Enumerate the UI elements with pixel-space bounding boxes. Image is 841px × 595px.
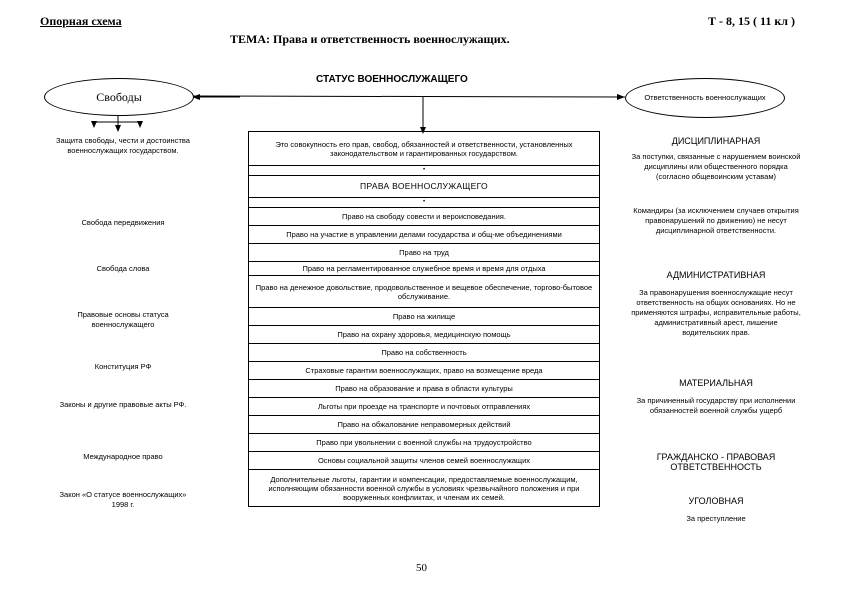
material-text: За причиненный государству при исполнении обязанностей военной службы ущерб bbox=[636, 396, 796, 415]
table-row: Право на свободу совести и вероисповедания. bbox=[249, 208, 599, 226]
bullet-row: • bbox=[249, 198, 599, 208]
table-row: Страховые гарантии военнослужащих, право на возмещение вреда bbox=[249, 362, 599, 380]
table-row: Право на участие в управлении делами государства и общ-ме объединениями bbox=[249, 226, 599, 244]
bullet-row: • bbox=[249, 166, 599, 176]
table-row: Льготы при проезде на транспорте и почтовых отправлениях bbox=[249, 398, 599, 416]
lesson-code: Т - 8, 15 ( 11 кл ) bbox=[708, 14, 795, 28]
table-row: Дополнительные льготы, гарантии и компенсации, предоставляемые военнослужащим, исполняющим обязанности военной службы в условиях чрезвычайного положения и при вооруженных конфликтах, и членам их семей. bbox=[268, 474, 580, 502]
table-row: Право на регламентированное служебное время и время для отдыха bbox=[249, 262, 599, 276]
definition-row: Это совокупность его прав, свобод, обязанностей и ответственности, установленных законодательством и гарантированных государством. bbox=[249, 132, 599, 166]
left-item-movement: Свобода передвижения bbox=[81, 218, 165, 227]
page-number: 50 bbox=[416, 562, 427, 574]
disciplinary-text: За поступки, связанные с нарушением воинской дисциплины или общественного порядка (согласно общевоинским уставам) bbox=[631, 152, 801, 181]
left-item-status-law: Закон «О статусе военнослужащих» 1998 г. bbox=[59, 490, 187, 509]
criminal-title: УГОЛОВНАЯ bbox=[688, 496, 744, 506]
table-row: Право на образование и права в области культуры bbox=[249, 380, 599, 398]
table-row: Право на обжалование неправомерных действий bbox=[249, 416, 599, 434]
table-row: Право на собственность bbox=[249, 344, 599, 362]
table-row: Основы социальной защиты членов семей военнослужащих bbox=[249, 452, 599, 470]
criminal-text: За преступление bbox=[686, 514, 746, 523]
scheme-label: Опорная схема bbox=[40, 14, 122, 28]
administrative-text: За правонарушения военнослужащие несут ответственность на общих основаниях. Но не применяются штрафы, исправительные работы, административный арест, лишение водительских прав. bbox=[631, 288, 801, 337]
page-title: ТЕМА: Права и ответственность военнослужащих. bbox=[230, 32, 510, 46]
disciplinary-title: ДИСЦИПЛИНАРНАЯ bbox=[671, 136, 761, 146]
table-row: Право при увольнении с военной службы на трудоустройство bbox=[249, 434, 599, 452]
administrative-title: АДМИНИСТРАТИВНАЯ bbox=[666, 270, 766, 280]
table-row: Право на жилище bbox=[249, 308, 599, 326]
left-item-speech: Свобода слова bbox=[96, 264, 150, 273]
left-item-laws: Законы и другие правовые акты РФ. bbox=[59, 400, 187, 409]
table-row: Право на охрану здоровья, медицинскую помощь bbox=[249, 326, 599, 344]
status-heading: СТАТУС ВОЕННОСЛУЖАЩЕГО bbox=[316, 74, 468, 85]
rights-table bbox=[248, 131, 600, 507]
left-item-protection: Защита свободы, чести и достоинства военнослужащих государством. bbox=[56, 136, 190, 155]
table-row: Право на денежное довольствие, продовольственное и вещевое обеспечение, торгово-бытовое обслуживание. bbox=[249, 276, 599, 308]
left-item-constitution: Конституция РФ bbox=[94, 362, 152, 371]
left-item-intl-law: Международное право bbox=[83, 452, 163, 461]
material-title: МАТЕРИАЛЬНАЯ bbox=[679, 378, 753, 388]
rights-title: ПРАВА ВОЕННОСЛУЖАЩЕГО bbox=[249, 176, 599, 198]
disciplinary-note: Командиры (за исключением случаев открытия правонарушений по движению) не несут дисциплинарной ответственности. bbox=[633, 206, 799, 235]
freedoms-ellipse: Свободы bbox=[44, 78, 194, 116]
table-row: Право на труд bbox=[249, 244, 599, 262]
left-item-legal-basis: Правовые основы статуса военнослужащего bbox=[77, 310, 169, 329]
civil-title: ГРАЖДАНСКО - ПРАВОВАЯ ОТВЕТСТВЕННОСТЬ bbox=[656, 452, 776, 472]
responsibility-ellipse: Ответственность военнослужащих bbox=[625, 78, 785, 118]
